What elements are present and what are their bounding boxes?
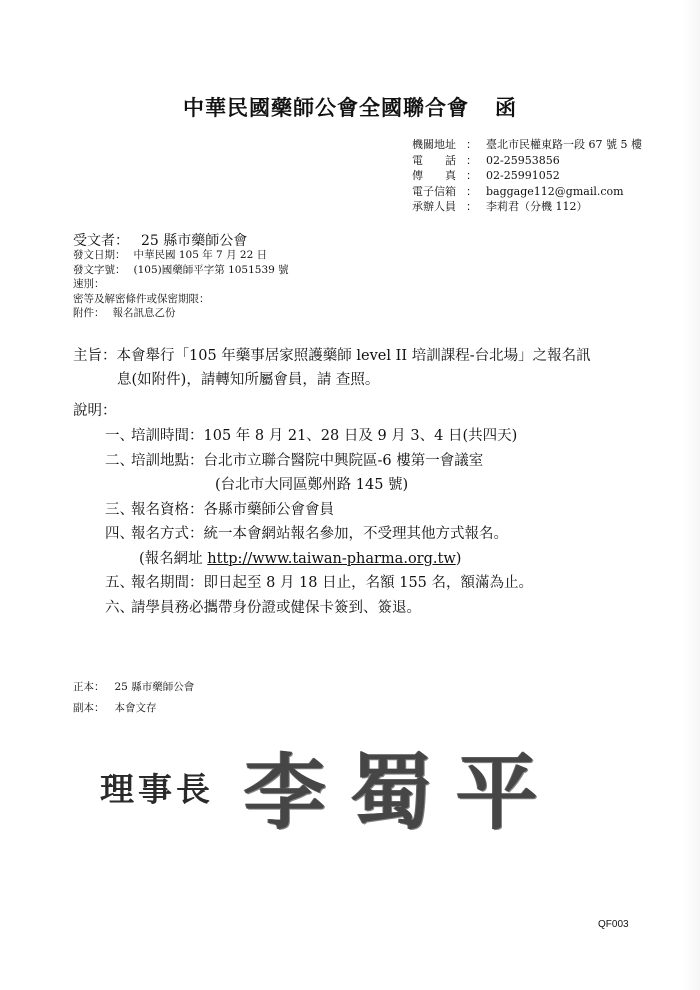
contact-row-email: 電子信箱 ： baggage112@gmail.com (412, 184, 624, 198)
recipient-label: 受文者： (73, 233, 129, 249)
contact-value: 李莉君（分機 112） (486, 200, 588, 213)
document-type: 函 (495, 96, 517, 120)
meta-row-security: 密等及解密條件或保密期限： (73, 292, 210, 305)
contact-row-phone: 電 話 ： 02-25953856 (412, 153, 560, 167)
meta-row-doc-number: 發文字號： (105)國藥師平字第 1051539 號 (73, 263, 289, 276)
list-item: 三、報名資格：各縣市藥師公會會員 (105, 501, 334, 518)
copies-block (73, 677, 194, 719)
signature-title: 理事長 (100, 770, 214, 809)
contact-label: 機關地址 (412, 138, 456, 151)
letter-title (0, 92, 700, 122)
list-item: 一、培訓時間：105 年 8 月 21、28 日及 9 月 3、4 日(共四天) (105, 428, 518, 444)
signature-name: 李蜀平 (244, 745, 563, 841)
contact-label: 承辦人員 (412, 200, 456, 213)
registration-link[interactable]: http://www.taiwan-pharma.org.tw (207, 550, 456, 567)
contact-block (412, 137, 642, 215)
meta-row-date: 發文日期： 中華民國 105 年 7 月 22 日 (73, 249, 268, 261)
contact-value: 02-25991052 (486, 169, 560, 182)
list-item-continuation: (報名網址 http://www.taiwan-pharma.org.tw) (139, 550, 462, 567)
explanation-heading: 說明： (73, 403, 117, 419)
contact-label: 傳 真 (412, 169, 456, 182)
recipient-line (73, 230, 247, 250)
subject-paragraph (73, 344, 663, 392)
meta-row-speed: 速別： (73, 278, 105, 290)
list-item-continuation: (台北市大同區鄭州路 145 號) (215, 477, 409, 493)
organization-name: 中華民國藥師公會全國聯合會 (183, 96, 469, 120)
contact-label: 電 話 (412, 153, 456, 167)
contact-value: 臺北市民權東路一段 67 號 5 樓 (486, 138, 642, 151)
subject-line: 主旨：本會舉行「105 年藥事居家照護藥師 level II 培訓課程-台北場」之報名訊 (73, 348, 591, 364)
meta-block (73, 248, 289, 321)
form-code: QF003 (598, 919, 629, 930)
contact-row-fax: 傳 真 ： 02-25991052 (412, 169, 560, 182)
list-item: 四、報名方式：統一本會網站報名參加，不受理其他方式報名。 (105, 526, 508, 542)
contact-row-address: 機關地址 ： 臺北市民權東路一段 67 號 5 樓 (412, 138, 642, 151)
recipient-value: 25 縣市藥師公會 (141, 233, 248, 249)
copy-secondary: 副本： 本會文存 (73, 702, 157, 714)
contact-row-handler: 承辦人員 ： 李莉君（分機 112） (412, 200, 588, 213)
list-item: 二、培訓地點：台北市立聯合醫院中興院區-6 樓第一會議室 (105, 452, 484, 469)
explanation-list (105, 424, 533, 620)
subject-line: 息(如附件)，請轉知所屬會員，請 查照。 (117, 372, 380, 388)
contact-label: 電子信箱 (412, 184, 456, 198)
contact-value: 02-25953856 (486, 153, 560, 167)
list-item: 六、請學員務必攜帶身份證或健保卡簽到、簽退。 (105, 599, 421, 616)
meta-row-attachment: 附件： 報名訊息乙份 (73, 307, 176, 319)
list-item: 五、報名期間：即日起至 8 月 18 日止，名額 155 名，額滿為止。 (105, 575, 534, 591)
copy-main: 正本： 25 縣市藥師公會 (73, 681, 195, 693)
scan-edge-shadow (682, 0, 700, 990)
signature-block (100, 728, 562, 845)
contact-value: baggage112@gmail.com (486, 184, 624, 198)
